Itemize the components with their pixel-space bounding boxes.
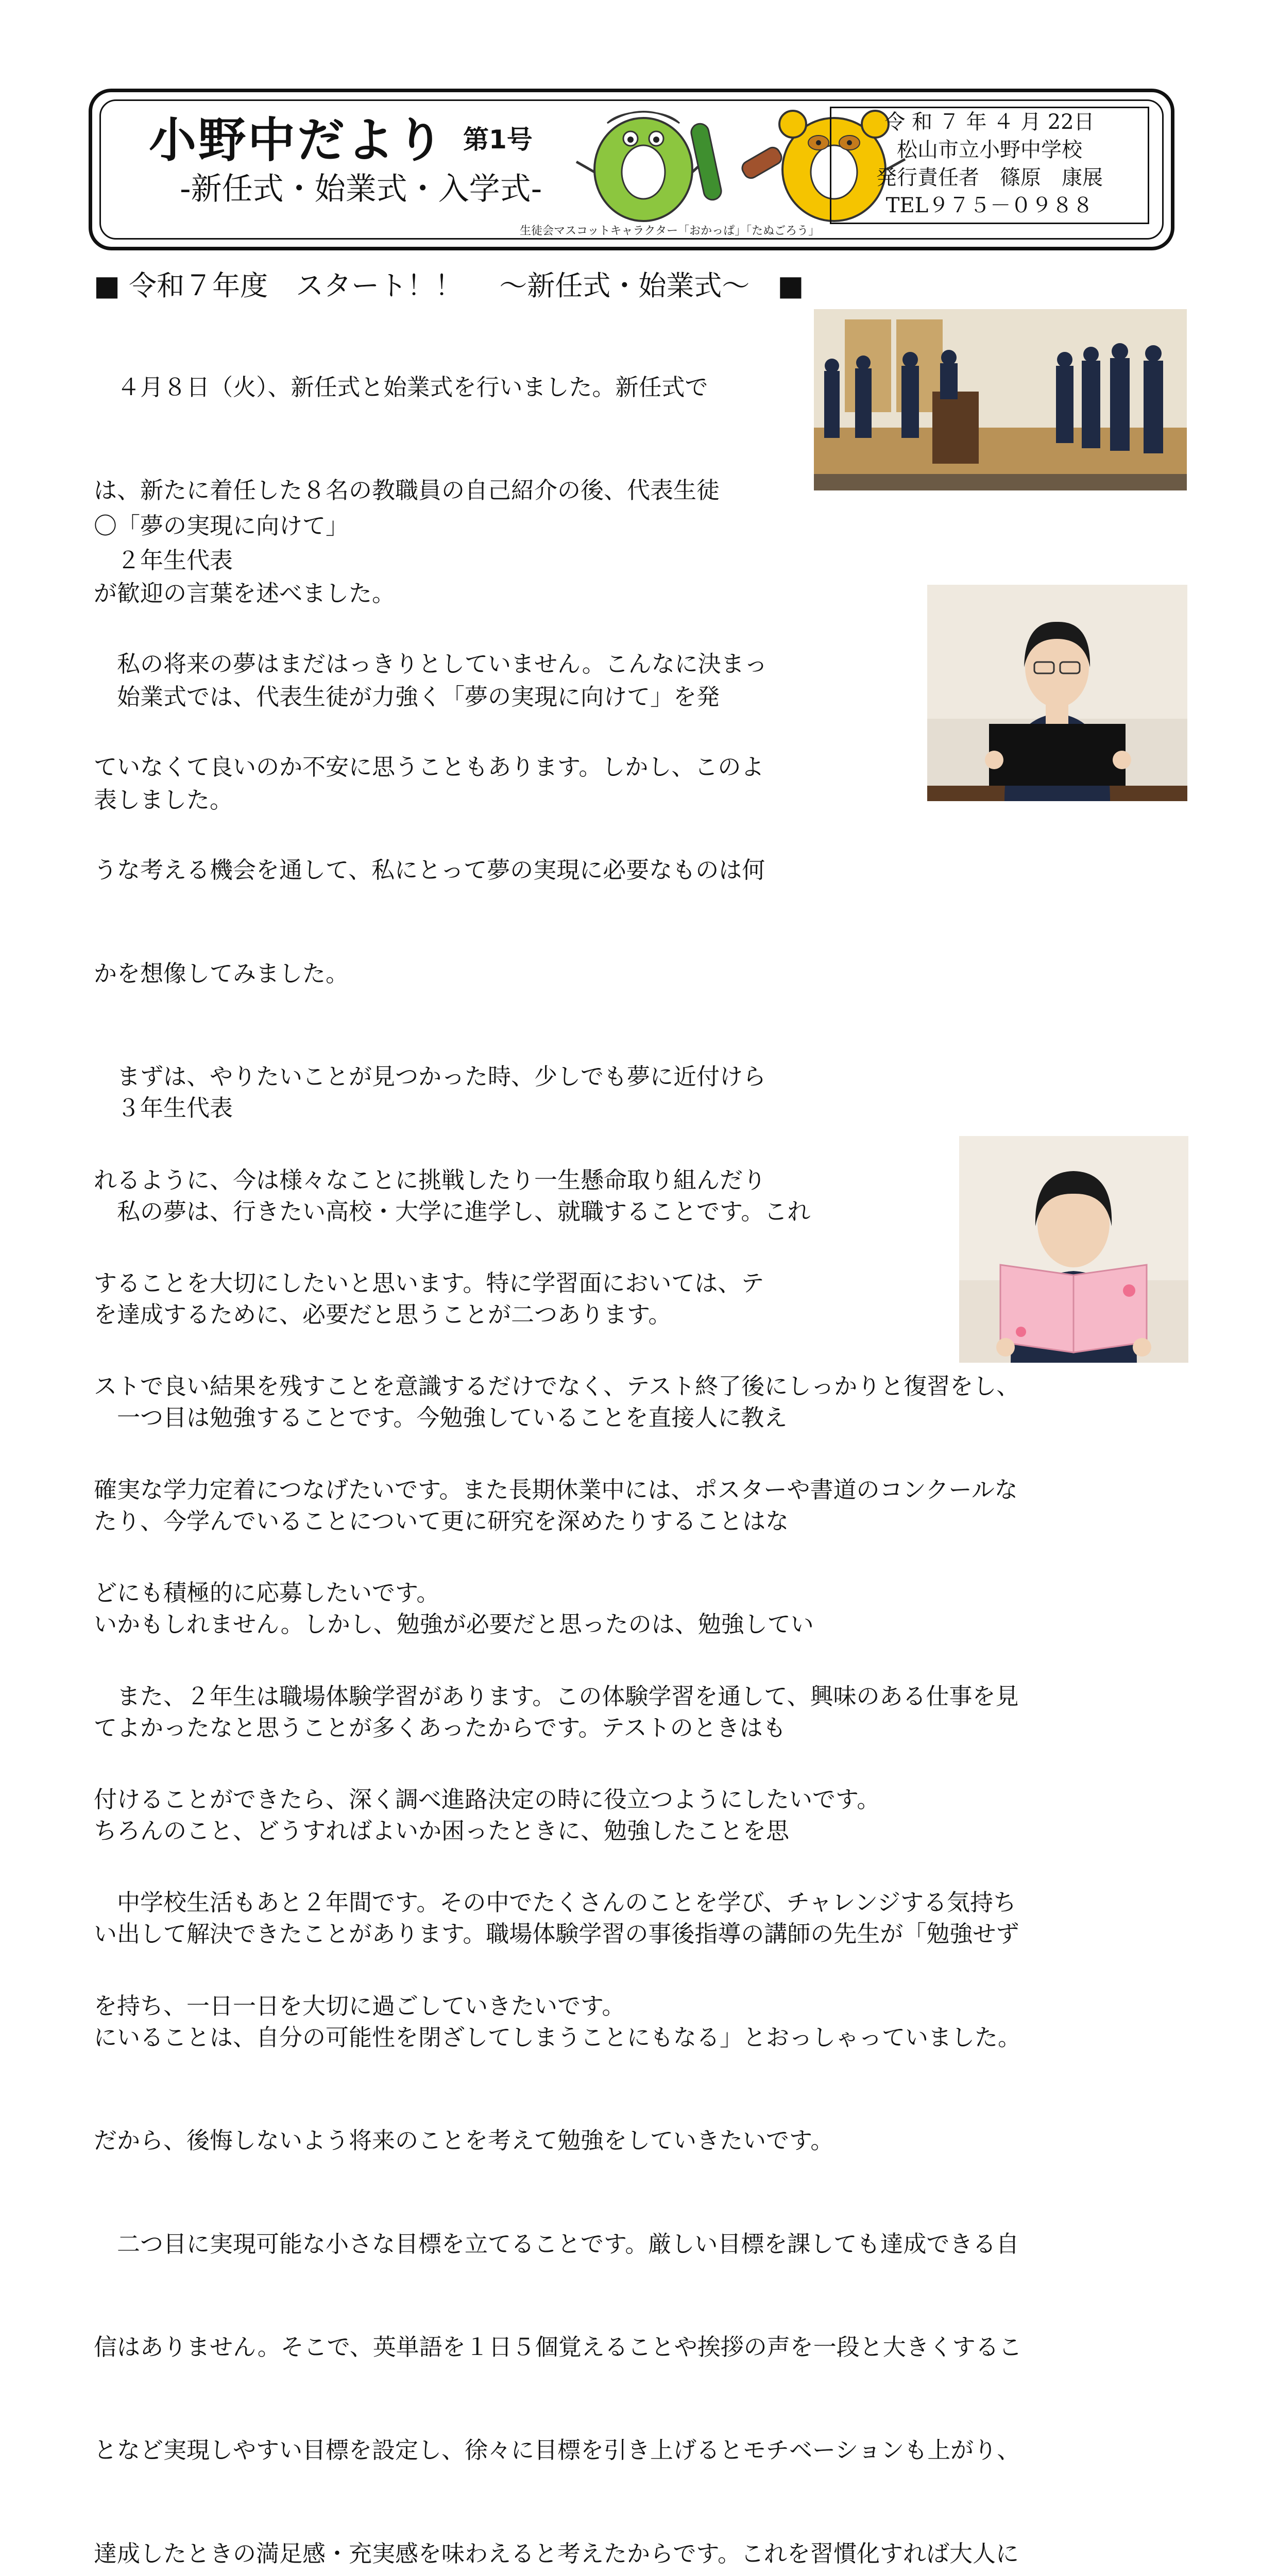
grade2-student-photo: [927, 585, 1187, 801]
grade3-student-photo: [959, 1136, 1188, 1363]
telephone: TEL９７５－０９８８: [885, 194, 1094, 217]
text-line: ていなくて良いのか不安に思うこともあります。しかし、このよ: [94, 753, 764, 781]
issue-date: 令 和 ７ 年 ４ 月 22日: [884, 110, 1095, 134]
text-line: にいることは、自分の可能性を閉ざしてしまうことにもなる」とおっしゃっていました。: [94, 2023, 1021, 2051]
text-line: うな考える機会を通して、私にとって夢の実現に必要なものは何: [94, 856, 765, 884]
text-line: を持ち、一日一日を大切に過ごしていきたいです。: [94, 1992, 625, 2020]
text-line: 表しました。: [94, 786, 233, 814]
text-line: は、新たに着任した８名の教職員の自己紹介の後、代表生徒: [94, 476, 720, 504]
text-line: かを想像してみました。: [94, 959, 349, 987]
text-line: 一つ目は勉強することです。今勉強していることを直接人に教え: [94, 1404, 788, 1432]
issue-number: 第1号: [463, 125, 533, 155]
text-line: れるように、今は様々なことに挑戦したり一生懸命取り組んだり: [94, 1166, 766, 1194]
grade3-label: ３年生代表: [94, 1094, 233, 1122]
text-line: 付けることができたら、深く調べ進路決定の時に役立つようにしたいです。: [94, 1785, 880, 1813]
school-name: 松山市立小野中学校: [897, 138, 1082, 162]
mascot-caption: 生徒会マスコットキャラクター「おかっぱ」「たぬごろう」: [520, 225, 820, 238]
text-line: を達成するために、必要だと思うことが二つあります。: [94, 1300, 672, 1328]
grade2-label: ２年生代表: [94, 547, 233, 574]
section-heading: ■ 令和７年度 スタート！！ ～新任式・始業式～ ■: [94, 269, 804, 302]
text-line: また、２年生は職場体験学習があります。この体験学習を通して、興味のある仕事を見: [94, 1682, 1019, 1710]
text-line: 始業式では、代表生徒が力強く「夢の実現に向けて」を発: [94, 683, 720, 710]
ceremony-stage-photo: [814, 309, 1187, 490]
publication-info-box: [830, 107, 1149, 224]
text-line: ちろんのこと、どうすればよいか困ったときに、勉強したことを思: [94, 1817, 790, 1844]
text-line: い出して解決できたことがあります。職場体験学習の事後指導の講師の先生が「勉強せず: [94, 1920, 1019, 1948]
newsletter-title: 小野中だより: [149, 113, 446, 168]
text-line: ４月８日（火）、新任式と始業式を行いました。新任式で: [94, 373, 708, 401]
text-line: 達成したときの満足感・充実感を味わえると考えたからです。これを習慣化すれば大人に: [94, 2539, 1019, 2567]
text-line: てよかったなと思うことが多くあったからです。テストのときはも: [94, 1714, 786, 1741]
text-line: たり、今学んでいることについて更に研究を深めたりすることはな: [94, 1507, 789, 1535]
text-line: だから、後悔しないよう将来のことを考えて勉強をしていきたいです。: [94, 2127, 834, 2155]
publisher: 発行責任者 篠原 康展: [876, 166, 1103, 190]
text-line: いかもしれません。しかし、勉強が必要だと思ったのは、勉強してい: [94, 1611, 814, 1638]
grade3-speech: [94, 1126, 1022, 2576]
masthead: [89, 89, 1174, 250]
text-line: 私の将来の夢はまだはっきりとしていません。こんなに決まっ: [94, 650, 768, 677]
text-line: 私の夢は、行きたい高校・大学に進学し、就職することです。これ: [94, 1197, 811, 1225]
text-line: 中学校生活もあと２年間です。その中でたくさんのことを学び、チャレンジする気持ち: [94, 1889, 1017, 1917]
text-line: 確実な学力定着につなげたいです。また長期休業中には、ポスターや書道のコンクールな: [94, 1476, 1018, 1503]
text-line: どにも積極的に応募したいです。: [94, 1579, 440, 1607]
text-line: が歓迎の言葉を述べました。: [94, 580, 396, 607]
speech-title: 〇「夢の実現に向けて」: [94, 512, 349, 539]
text-line: となど実現しやすい目標を設定し、徐々に目標を引き上げるとモチベーションも上がり、: [94, 2436, 1020, 2464]
text-line: 二つ目に実現可能な小さな目標を立てることです。厳しい目標を課しても達成できる自: [94, 2230, 1019, 2258]
newsletter-subtitle: -新任式・始業式・入学式-: [180, 171, 542, 207]
text-line: することを大切にしたいと思います。特に学習面においては、テ: [94, 1269, 764, 1297]
text-line: まずは、やりたいことが見つかった時、少しでも夢に近付けら: [94, 1063, 766, 1091]
text-line: 信はありません。そこで、英単語を１日５個覚えることや挨拶の声を一段と大きくするこ: [94, 2333, 1022, 2361]
text-line: ストで良い結果を残すことを意識するだけでなく、テスト終了後にしっかりと復習をし、: [94, 1372, 1020, 1400]
